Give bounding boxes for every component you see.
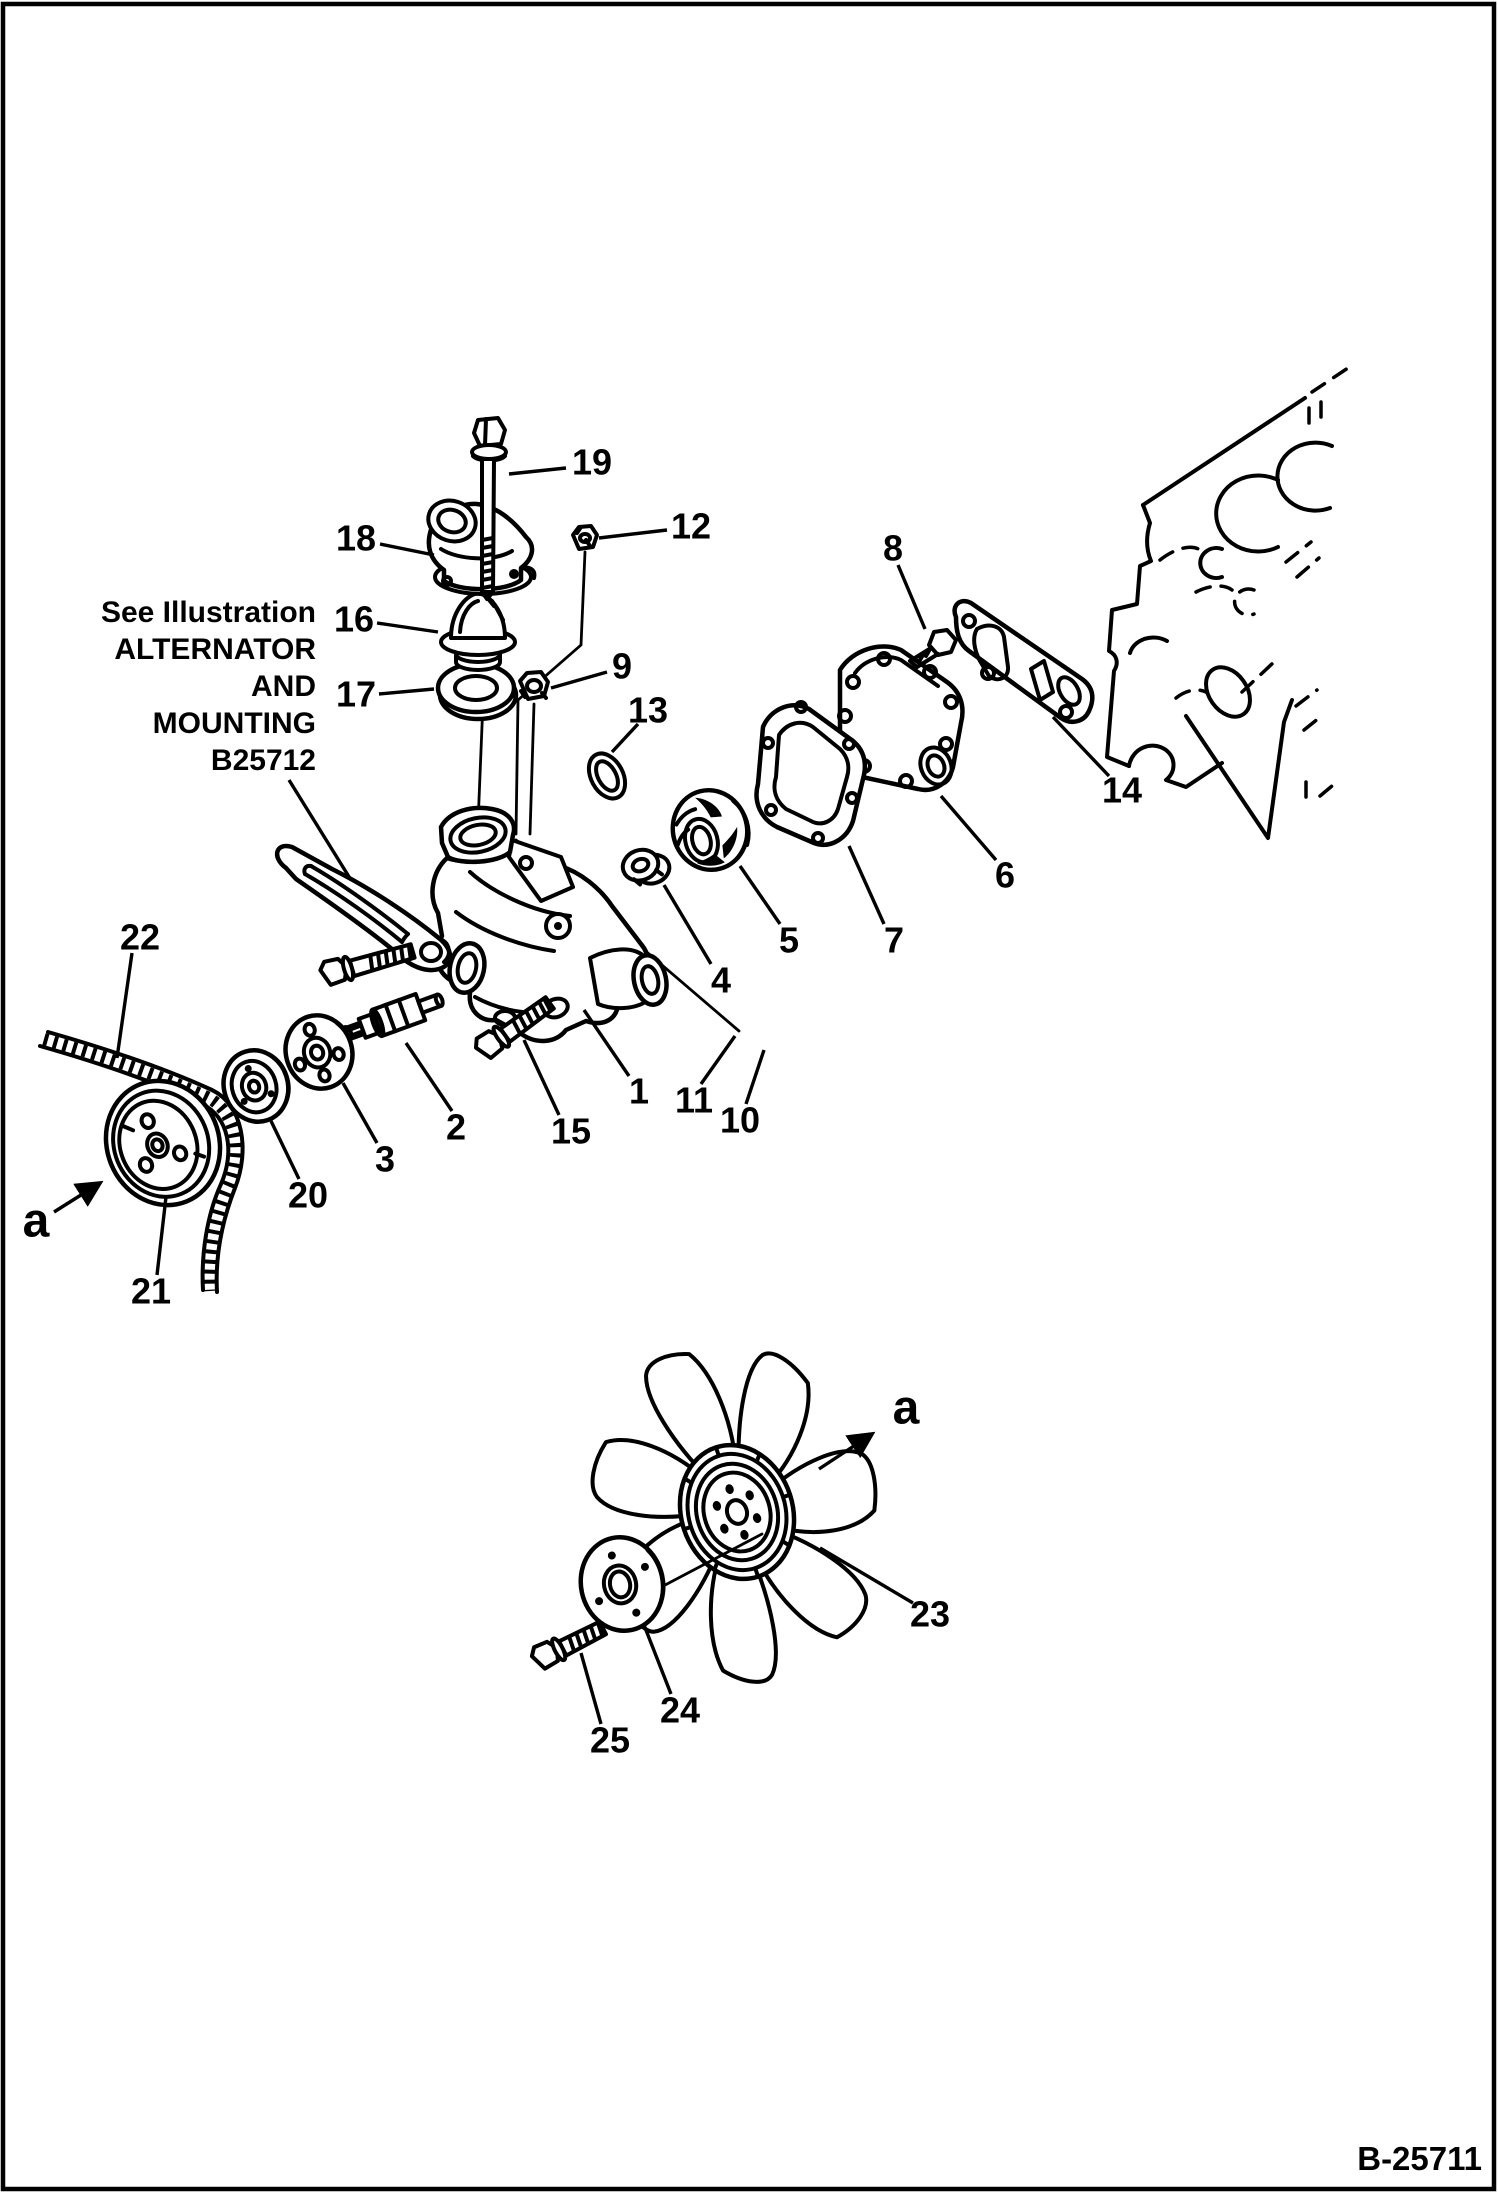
leader-line-25 [581,1653,601,1724]
leader-line-3 [343,1083,377,1143]
leader-line-8 [898,565,925,629]
callout-label-14: 14 [1101,769,1143,811]
nut-12-drawing [573,526,597,549]
leader-line-21 [157,1197,166,1275]
callout-label-22: 22 [119,916,161,958]
callout-label-12: 12 [670,505,712,547]
callout-label-11: 11 [674,1079,714,1121]
engine-block-sketch [1107,364,1354,838]
leader-line-5 [740,866,780,924]
callout-label-16: 16 [333,598,375,640]
note-line: AND [251,670,316,703]
callout-label-10: 10 [719,1099,761,1141]
callout-label-18: 18 [335,517,377,559]
view-label-2: a [892,1381,920,1435]
leader-line-2 [406,1043,452,1111]
callout-label-8: 8 [882,527,904,569]
drawing-number: B-25711 [1357,2140,1482,2177]
callout-label-25: 25 [589,1719,631,1761]
callout-label-5: 5 [778,919,800,961]
callout-label-24: 24 [659,1689,701,1731]
note-line: B25712 [210,744,316,777]
callout-label-19: 19 [571,441,613,483]
leader-line-22 [117,953,132,1058]
callout-label-1: 1 [628,1070,650,1112]
thermostat-housing-18-drawing [423,495,534,594]
seal-17-drawing [438,664,516,719]
see-illustration-note [40,594,316,779]
callout-label-17: 17 [335,673,377,715]
fan-23-drawing [551,1305,930,1724]
shaft-2-drawing [339,986,447,1048]
leader-line-7 [849,846,884,924]
leader-line-18 [380,544,434,555]
view-arrow-1 [54,1183,100,1212]
tensioner-arm-drawing [277,846,450,970]
callout-label-7: 7 [883,919,905,961]
leader-line-19 [509,468,566,474]
callout-label-21: 21 [130,1270,172,1312]
callout-label-3: 3 [374,1138,396,1180]
leader-line-4 [664,885,711,964]
leader-line-11 [701,1036,735,1084]
arm-bolt-drawing [318,938,415,988]
callout-label-20: 20 [287,1174,329,1216]
callout-label-15: 15 [550,1110,592,1152]
leader-line-17 [379,689,434,694]
leader-line-10 [746,1050,764,1104]
callout-label-2: 2 [445,1106,467,1148]
impeller-5-drawing [664,782,757,879]
leader-line-6 [941,796,996,860]
callout-label-13: 13 [627,689,669,731]
leader-line-24 [644,1625,671,1694]
leader-line-14 [1053,717,1109,776]
leader-line-16 [377,623,438,632]
callout-label-9: 9 [611,645,633,687]
callout-label-23: 23 [909,1593,951,1635]
note-line: See Illustration [100,596,316,629]
leader-line-15 [524,1040,559,1115]
bolt-25-drawing [529,1615,608,1672]
gasket-14-drawing [955,601,1093,722]
callout-label-4: 4 [710,959,732,1001]
callout-label-6: 6 [994,854,1016,896]
leader-line-12 [599,530,667,538]
leader-line-20 [271,1121,299,1179]
nut-9-drawing [520,672,548,699]
note-line: MOUNTING [152,707,316,740]
view-label-1: a [22,1194,50,1248]
leader-line-9 [551,672,607,688]
note-line: ALTERNATOR [114,633,316,666]
o-ring-13-drawing [582,747,633,804]
